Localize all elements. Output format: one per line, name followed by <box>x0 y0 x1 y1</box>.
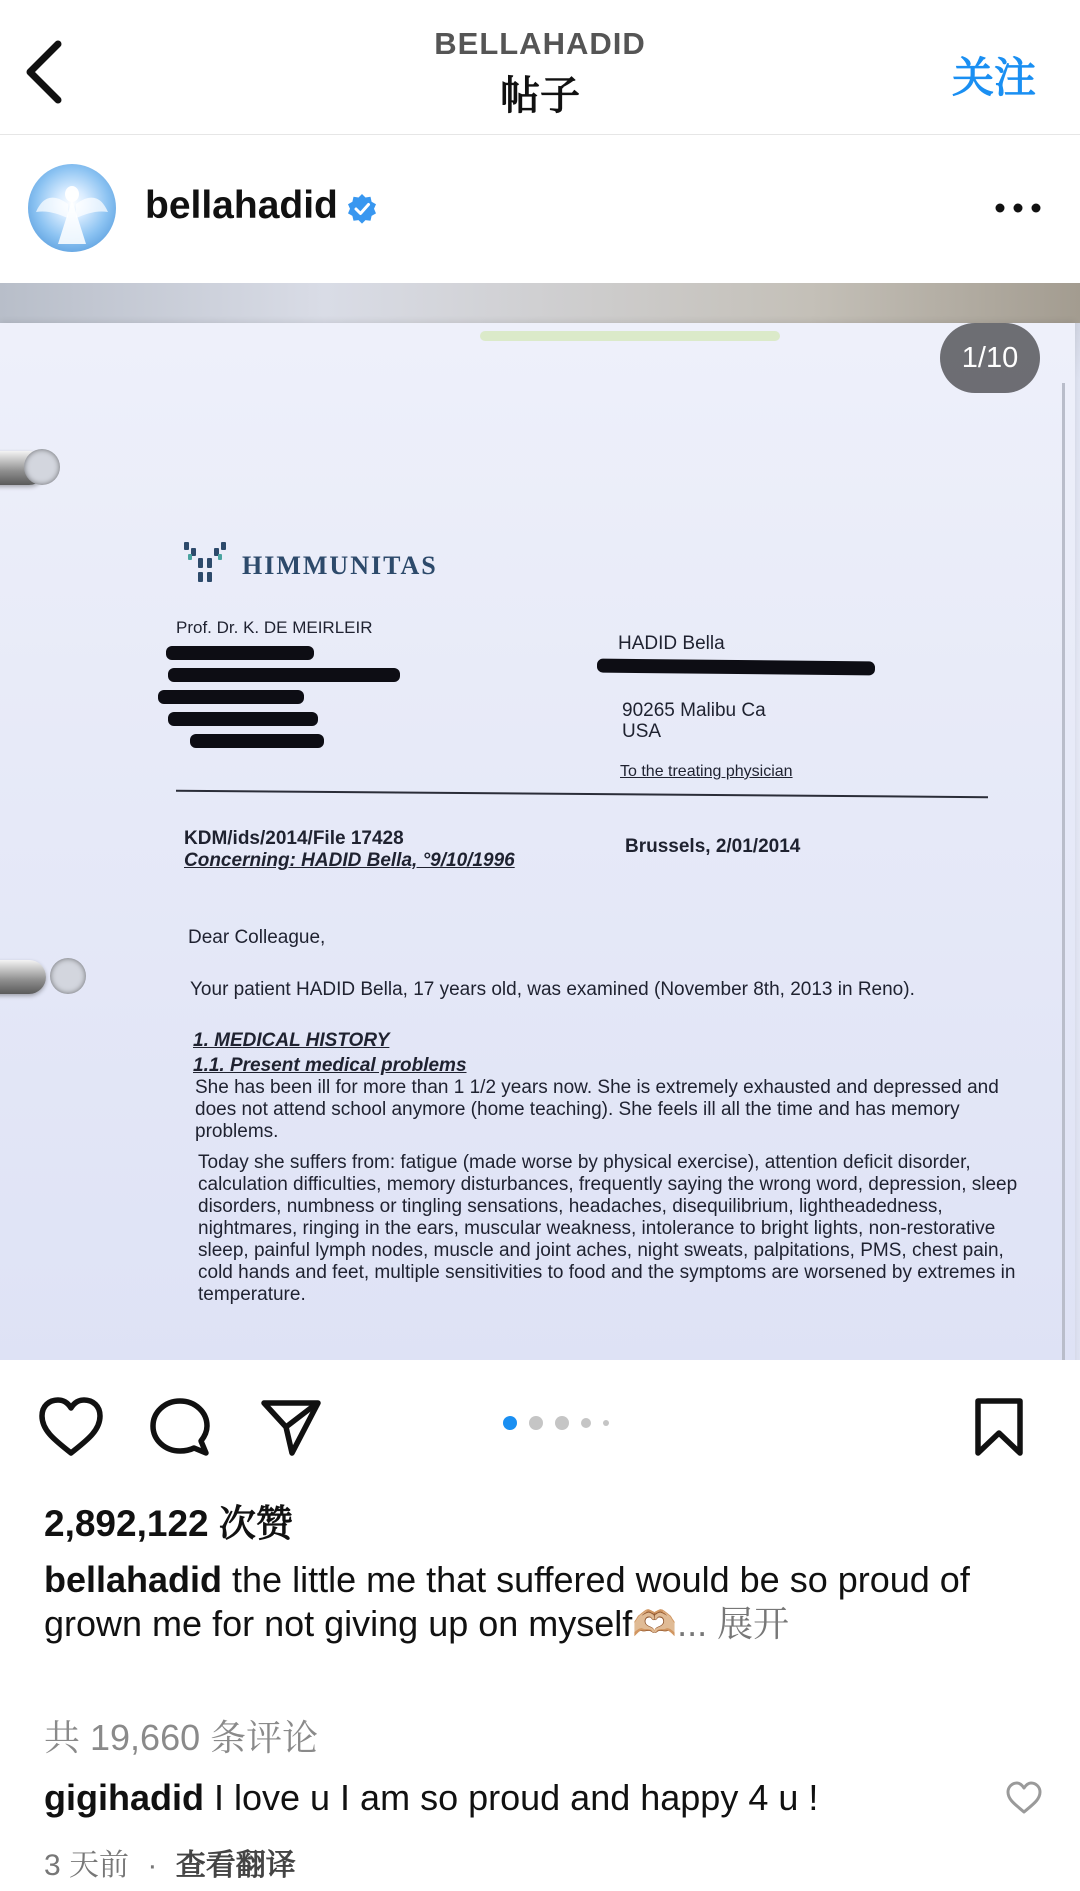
document-intro: Your patient HADID Bella, 17 years old, was examined (November 8th, 2013 in Reno). <box>190 979 915 1000</box>
document-divider <box>176 790 988 798</box>
redaction-bar <box>190 734 324 748</box>
like-count[interactable]: 2,892,122 次赞 <box>44 1503 293 1544</box>
avatar-angel-image <box>28 164 116 252</box>
document-heading-1: 1. MEDICAL HISTORY <box>193 1030 390 1051</box>
carousel-indicator <box>503 1413 609 1433</box>
see-translation-link[interactable]: 查看翻译 <box>175 1849 296 1882</box>
comment-username[interactable]: gigihadid <box>44 1777 204 1818</box>
like-button[interactable] <box>36 1395 106 1459</box>
carousel-dot-active <box>503 1416 517 1430</box>
comment-time: 3 天前 <box>44 1849 130 1882</box>
document-to-physician: To the treating physician <box>620 763 793 780</box>
follow-button[interactable]: 关注 <box>951 54 1036 101</box>
document-paragraph-1: She has been ill for more than 1 1/2 years now. She is extremely exhausted and depressed and does not attend school anymore (home teaching). She feels ill all the time and has memory problems. <box>195 1077 999 1142</box>
background-surface <box>0 283 1080 323</box>
redaction-bar <box>166 646 314 660</box>
caption-text: the little me that suffered would be so proud of grown me for not giving up on myself🫶🏼 <box>44 1559 970 1644</box>
more-options-button[interactable] <box>990 188 1046 228</box>
more-dots-icon <box>990 188 1046 228</box>
carousel-dot <box>529 1416 543 1430</box>
document-page <box>0 323 1075 1360</box>
document-recipient-address <box>622 700 766 742</box>
carousel-dot <box>555 1416 569 1430</box>
binder-ring <box>0 960 46 994</box>
redaction-bar <box>597 659 875 676</box>
comment-meta <box>44 1840 296 1884</box>
highlight-mark <box>480 331 780 341</box>
himmunitas-logo <box>180 538 230 590</box>
top-comment <box>44 1777 984 1819</box>
comment-like-button[interactable] <box>1004 1780 1044 1816</box>
comment-bubble-icon <box>148 1395 212 1459</box>
document-recipient-name: HADID Bella <box>618 633 725 654</box>
avatar[interactable] <box>28 164 116 252</box>
share-paper-plane-icon <box>258 1395 324 1459</box>
document-city-date: Brussels, 2/01/2014 <box>625 836 801 857</box>
binder-hole <box>50 958 86 994</box>
carousel-dot <box>603 1420 609 1426</box>
header-handle: BELLAHADID <box>434 26 646 61</box>
page-title: 帖子 <box>500 74 580 118</box>
binder-hole <box>24 449 60 485</box>
bookmark-icon <box>970 1395 1028 1459</box>
recipient-city: 90265 Malibu Ca <box>622 700 766 721</box>
document-concerning: Concerning: HADID Bella, °9/10/1996 <box>184 850 515 871</box>
document-paragraph-2: Today she suffers from: fatigue (made worse by physical exercise), attention deficit disorder, calculation difficulties, memory disturbances, frequently saying the wrong word, depression, sleep disorders, numbness or tingling sensations, headaches, disequilibrium, lightheadedness, nightmares, ringing in the ears, muscular weakness, intolerance to bright lights, non-restorative sleep, painful lymph nodes, muscle and joint aches, night sweats, palpitations, PMS, chest pain, cold hands and feet, multiple sensitivities to food and the symptoms are worsened by extremes in temperature. <box>198 1152 1018 1305</box>
view-all-comments-link[interactable]: 共 19,660 条评论 <box>44 1717 319 1758</box>
recipient-country: USA <box>622 721 662 742</box>
author-username[interactable]: bellahadid <box>145 184 338 227</box>
document-sender: Prof. Dr. K. DE MEIRLEIR <box>176 618 373 637</box>
page-edge <box>1062 383 1065 1360</box>
meta-separator: · <box>147 1849 158 1882</box>
post-caption <box>44 1558 1034 1646</box>
comment-button[interactable] <box>148 1395 212 1459</box>
caption-username[interactable]: bellahadid <box>44 1559 223 1600</box>
redaction-bar <box>158 690 304 704</box>
redaction-bar <box>168 668 400 682</box>
share-button[interactable] <box>258 1395 324 1459</box>
document-greeting: Dear Colleague, <box>188 927 326 948</box>
document-heading-1-1: 1.1. Present medical problems <box>193 1055 467 1076</box>
heart-icon <box>36 1395 106 1459</box>
redaction-bar <box>168 712 318 726</box>
caption-expand-link[interactable]: ... 展开 <box>677 1603 790 1644</box>
document-logo-text: HIMMUNITAS <box>242 551 438 580</box>
verified-badge-icon <box>346 193 378 225</box>
post-media[interactable] <box>0 283 1080 1360</box>
small-heart-icon <box>1004 1780 1044 1816</box>
page-counter-badge: 1/10 <box>940 323 1040 393</box>
save-button[interactable] <box>970 1395 1028 1459</box>
comment-text: I love u I am so proud and happy 4 u ! <box>203 1777 819 1818</box>
document-reference: KDM/ids/2014/File 17428 <box>184 828 404 849</box>
carousel-dot <box>581 1418 591 1428</box>
